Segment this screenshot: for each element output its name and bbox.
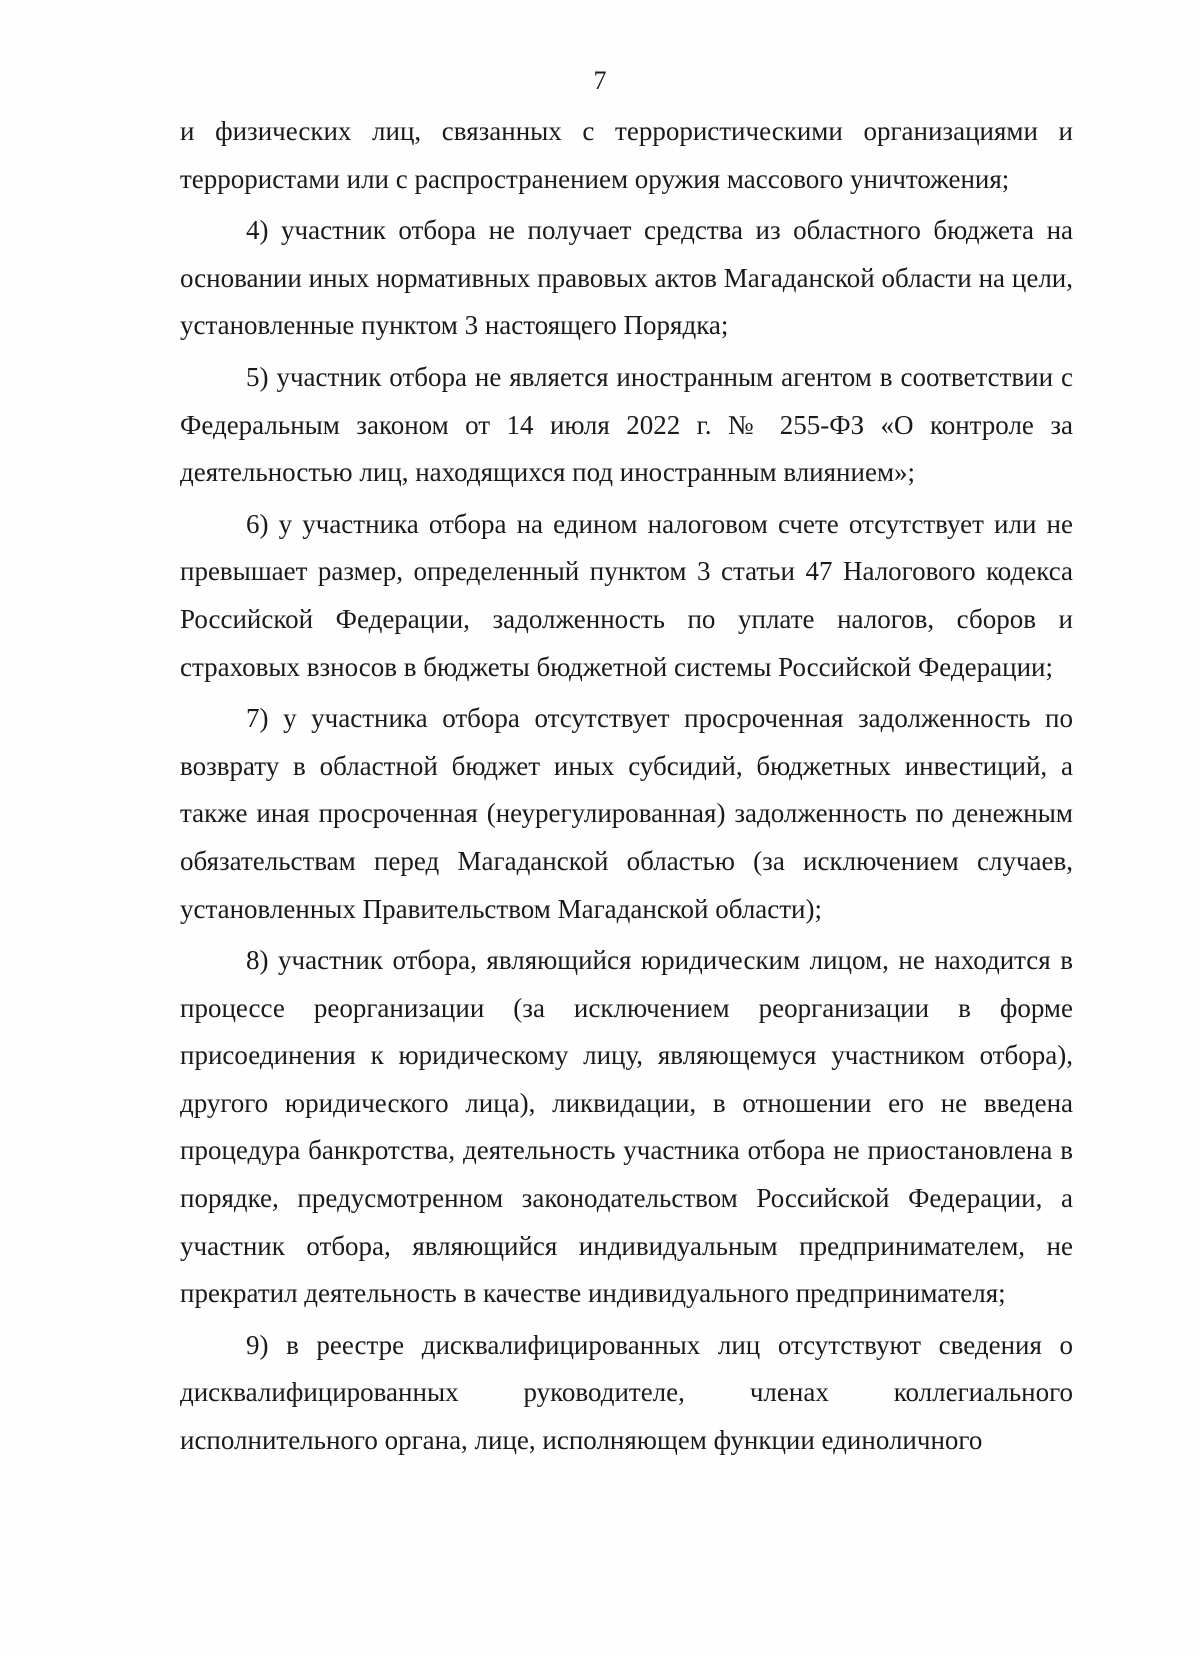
paragraph-continuation: и физических лиц, связанных с террористическими организациями и террористами или с распространением оружия массового уничтожения; xyxy=(180,116,1073,194)
paragraph-item-9: 9) в реестре дисквалифицированных лиц отсутствуют сведения о дисквалифицированных руководителе, членах коллегиального исполнительного органа, лице, исполняющем функции единоличного xyxy=(180,1329,1073,1456)
paragraph-item-4: 4) участник отбора не получает средства из областного бюджета на основании иных нормативных правовых актов Магаданской области на цели, установленные пунктом 3 настоящего Порядка; xyxy=(180,215,1073,341)
paragraph-item-8: 8) участник отбора, являющийся юридическим лицом, не находится в процессе реорганизации (за исключением реорганизации в форме присоединения к юридическому лицу, являющемуся участником отбора), другого юридического лица), ликвидации, в отношении его не введена процедура банкротства, деятельность участника отбора не приостановлена в порядке, предусмотренном законодательством Российской Федерации, а участник отбора, являющийся индивидуальным предпринимателем, не прекратил деятельность в качестве индивидуального предпринимателя; xyxy=(180,945,1073,1309)
document-body xyxy=(180,108,1073,1469)
paragraph-item-6: 6) у участника отбора на едином налоговом счете отсутствует или не превышает размер, определенный пунктом 3 статьи 47 Налогового кодекса Российской Федерации, задолженность по уплате налогов, сборов и страховых взносов в бюджеты бюджетной системы Российской Федерации; xyxy=(180,508,1073,682)
page-number: 7 xyxy=(593,66,607,95)
paragraph-item-5: 5) участник отбора не является иностранным агентом в соответствии с Федеральным законом от 14 июля 2022 г. № 255-ФЗ «О контроле за деятельностью лиц, находящихся под иностранным влиянием»; xyxy=(180,361,1073,488)
paragraph-item-7: 7) у участника отбора отсутствует просроченная задолженность по возврату в областной бюджет иных субсидий, бюджетных инвестиций, а также иная просроченная (неурегулированная) задолженность по денежным обязательствам перед Магаданской областью (за исключением случаев, установленных Правительством Магаданской области); xyxy=(180,703,1073,924)
